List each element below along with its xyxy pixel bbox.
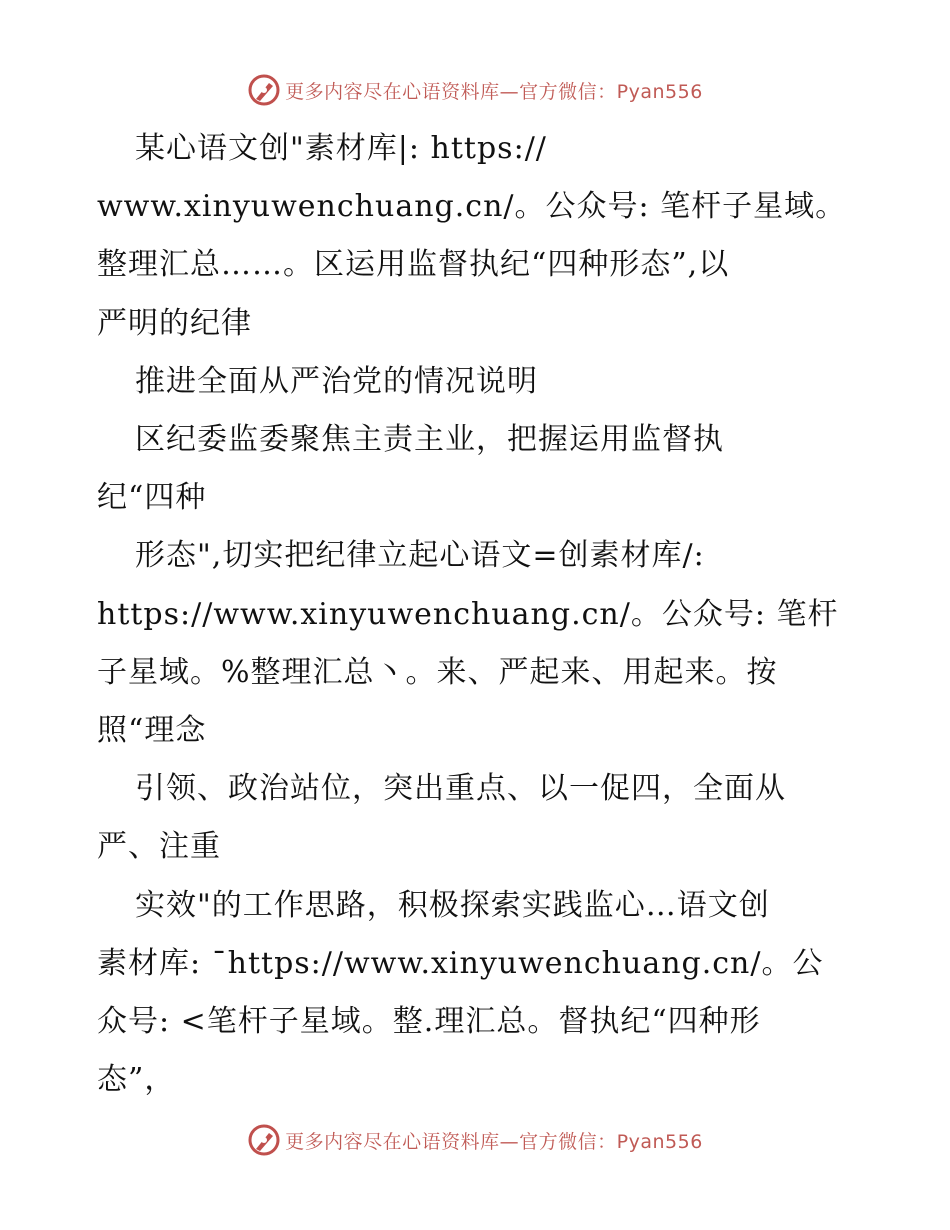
text-line: 素材库: ¯https://www.xinyuwenchuang.cn/。公 [97,945,824,981]
text-line: 形态",切实把纪律立起心语文=创素材库/: [135,538,705,574]
text-line: 纪“四种 [97,480,207,516]
header-banner [0,70,950,110]
text-line: 某心语文创"素材库|: https:// [135,131,547,166]
text-line: 众号: <笔杆子星域。整.理汇总。督执纪“四种形 [97,1004,761,1040]
text-line: 引领、政治站位，突出重点、以一促四，全面从 [135,771,786,807]
document-body [97,120,877,1109]
header-text: 更多内容尽在心语资料库—官方微信：Pyan556 [285,80,703,103]
text-line: 子星域。%整理汇总丶。来、严起来、用起来。按 [97,654,778,690]
text-line: 态”， [97,1062,176,1098]
text-line: 严、注重 [97,829,221,865]
text-line: https://www.xinyuwenchuang.cn/。公众号: 笔杆 [97,596,839,632]
footer-text: 更多内容尽在心语资料库—官方微信：Pyan556 [285,1130,703,1153]
text-line: 整理汇总……。区运用监督执纪“四种形态”,以 [97,247,730,283]
text-line: 实效"的工作思路，积极探索实践监心…语文创 [135,887,770,923]
footer-banner [0,1120,950,1160]
pen-logo-icon [247,1123,281,1157]
text-line: 推进全面从严治党的情况说明 [135,363,538,399]
text-line: 照“理念 [97,713,207,749]
text-line: 严明的纪律 [97,305,252,341]
text-line: 区纪委监委聚焦主责主业，把握运用监督执 [135,422,724,458]
pen-logo-icon [247,73,281,107]
text-line: www.xinyuwenchuang.cn/。公众号: 笔杆子星域。 [97,189,847,225]
